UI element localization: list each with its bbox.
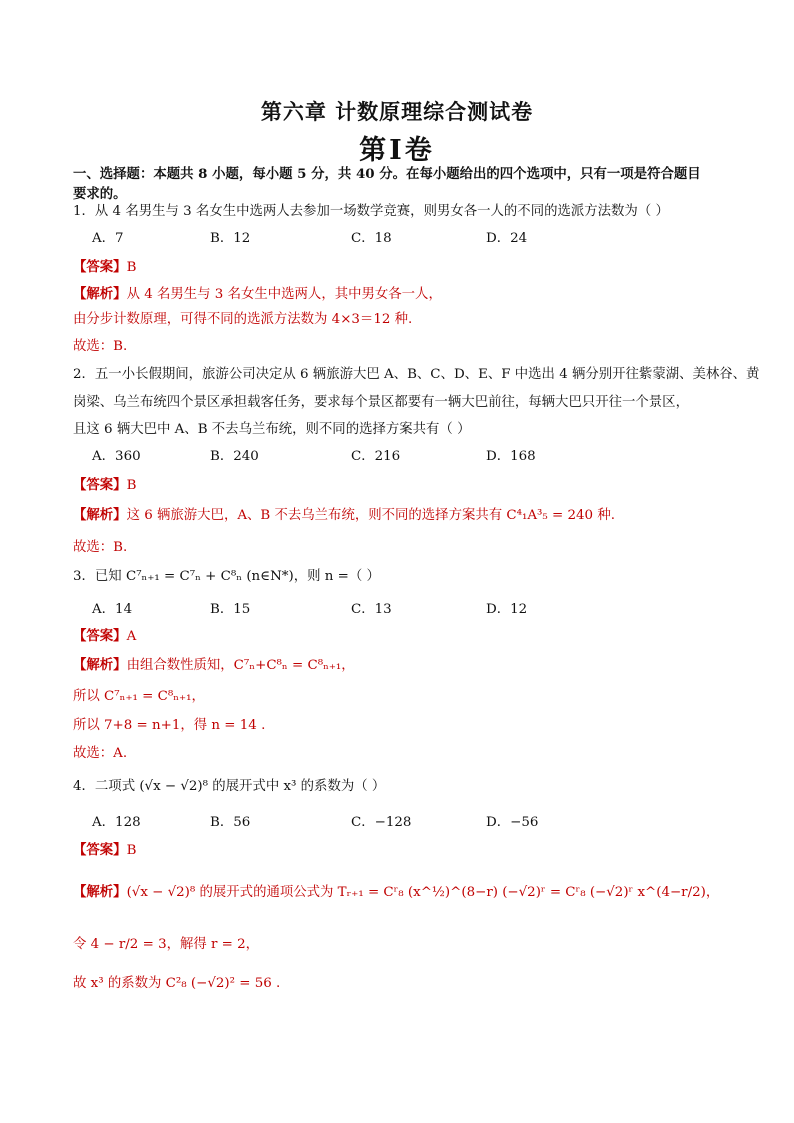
q3-answer xyxy=(73,627,136,646)
page-title: 第六章 计数原理综合测试卷 xyxy=(260,99,534,124)
q1-analysis-line2: 由分步计数原理，可得不同的选派方法数为 4×3＝12 种. xyxy=(73,312,413,327)
answer-value: B xyxy=(126,843,137,858)
answer-tag: 【答案】 xyxy=(73,259,127,275)
q3-option-d: D．12 xyxy=(486,602,528,617)
q2-option-c: C．216 xyxy=(351,449,401,464)
analysis-text: (√x − √2)⁸ 的展开式的通项公式为 Tᵣ₊₁ = Cʳ₈ (x^½)^(8−r) (−√2)ʳ = Cʳ₈ (−√2)ʳ x^(4−r/2)， xyxy=(126,885,720,900)
q4-answer xyxy=(73,841,136,860)
q3-analysis-line1 xyxy=(73,656,355,675)
q4-stem: 4．二项式 (√x − √2)⁸ 的展开式中 x³ 的系数为（ ） xyxy=(73,779,386,794)
q3-conclusion: 故选：A. xyxy=(73,746,128,761)
q4-analysis-line3: 故 x³ 的系数为 C²₈ (−√2)² = 56 . xyxy=(73,976,281,991)
answer-value: B xyxy=(126,478,137,493)
answer-value: A xyxy=(126,629,137,644)
q4-option-b: B．56 xyxy=(210,815,251,830)
answer-tag: 【答案】 xyxy=(73,477,127,493)
q4-option-d: D．−56 xyxy=(486,815,539,830)
q3-options xyxy=(73,601,693,619)
q4-analysis-line1 xyxy=(73,883,719,902)
q2-option-b: B．240 xyxy=(210,449,259,464)
q1-stem: 1．从 4 名男生与 3 名女生中选两人去参加一场数学竞赛，则男女各一人的不同的选派方法数为（ ） xyxy=(73,204,669,219)
analysis-text: 这 6 辆旅游大巴，A、B 不去乌兰布统，则不同的选择方案共有 C⁴₁A³₅ = 240 种. xyxy=(126,508,615,523)
q3-analysis-line2: 所以 C⁷ₙ₊₁ = C⁸ₙ₊₁， xyxy=(73,689,205,704)
q3-stem: 3．已知 C⁷ₙ₊₁ = C⁷ₙ + C⁸ₙ (n∈N*)，则 n =（ ） xyxy=(73,569,380,584)
page-subtitle: 第Ⅰ卷 xyxy=(359,135,435,166)
answer-tag: 【答案】 xyxy=(73,842,127,858)
q4-option-c: C．−128 xyxy=(351,815,412,830)
analysis-tag: 【解析】 xyxy=(73,507,127,523)
q2-answer xyxy=(73,476,136,495)
q4-analysis-line2: 令 4 − r/2 = 3，解得 r = 2， xyxy=(73,937,260,952)
q2-option-a: A．360 xyxy=(92,449,141,464)
section-instructions-line2: 要求的。 xyxy=(73,186,127,202)
q3-option-c: C．13 xyxy=(351,602,392,617)
q1-conclusion: 故选：B. xyxy=(73,339,128,354)
analysis-tag: 【解析】 xyxy=(73,286,127,302)
analysis-text: 从 4 名男生与 3 名女生中选两人，其中男女各一人， xyxy=(126,287,442,302)
q3-option-a: A．14 xyxy=(92,602,133,617)
q1-analysis-line1 xyxy=(73,285,442,304)
q2-option-d: D．168 xyxy=(486,449,536,464)
q4-option-a: A．128 xyxy=(92,815,141,830)
q2-options xyxy=(73,448,693,466)
q1-answer xyxy=(73,258,136,277)
q3-option-b: B．15 xyxy=(210,602,251,617)
answer-tag: 【答案】 xyxy=(73,628,127,644)
q3-analysis-line3: 所以 7+8 = n+1，得 n = 14 . xyxy=(73,718,266,733)
section-instructions-line1: 一、选择题：本题共 8 小题，每小题 5 分，共 40 分。在每小题给出的四个选项中，只有一项是符合题目 xyxy=(73,166,701,182)
analysis-tag: 【解析】 xyxy=(73,657,127,673)
answer-value: B xyxy=(126,260,137,275)
q2-stem-line1: 2．五一小长假期间，旅游公司决定从 6 辆旅游大巴 A、B、C、D、E、F 中选出 4 辆分别开往紫蒙湖、美林谷、黄 xyxy=(73,367,760,382)
q1-option-c: C．18 xyxy=(351,231,392,246)
q1-option-d: D．24 xyxy=(486,231,528,246)
analysis-text: 由组合数性质知，C⁷ₙ+C⁸ₙ = C⁸ₙ₊₁， xyxy=(126,658,355,673)
q1-option-a: A．7 xyxy=(92,231,124,246)
q4-options xyxy=(73,814,693,832)
q2-conclusion: 故选：B. xyxy=(73,540,128,555)
q1-options xyxy=(73,230,693,248)
analysis-tag: 【解析】 xyxy=(73,884,127,900)
q2-analysis-line1 xyxy=(73,506,615,525)
q2-stem-line3: 且这 6 辆大巴中 A、B 不去乌兰布统，则不同的选择方案共有（ ） xyxy=(73,422,471,437)
q2-stem-line2: 岗梁、乌兰布统四个景区承担载客任务，要求每个景区都要有一辆大巴前往，每辆大巴只开往一个景区， xyxy=(73,395,689,410)
q1-option-b: B．12 xyxy=(210,231,251,246)
